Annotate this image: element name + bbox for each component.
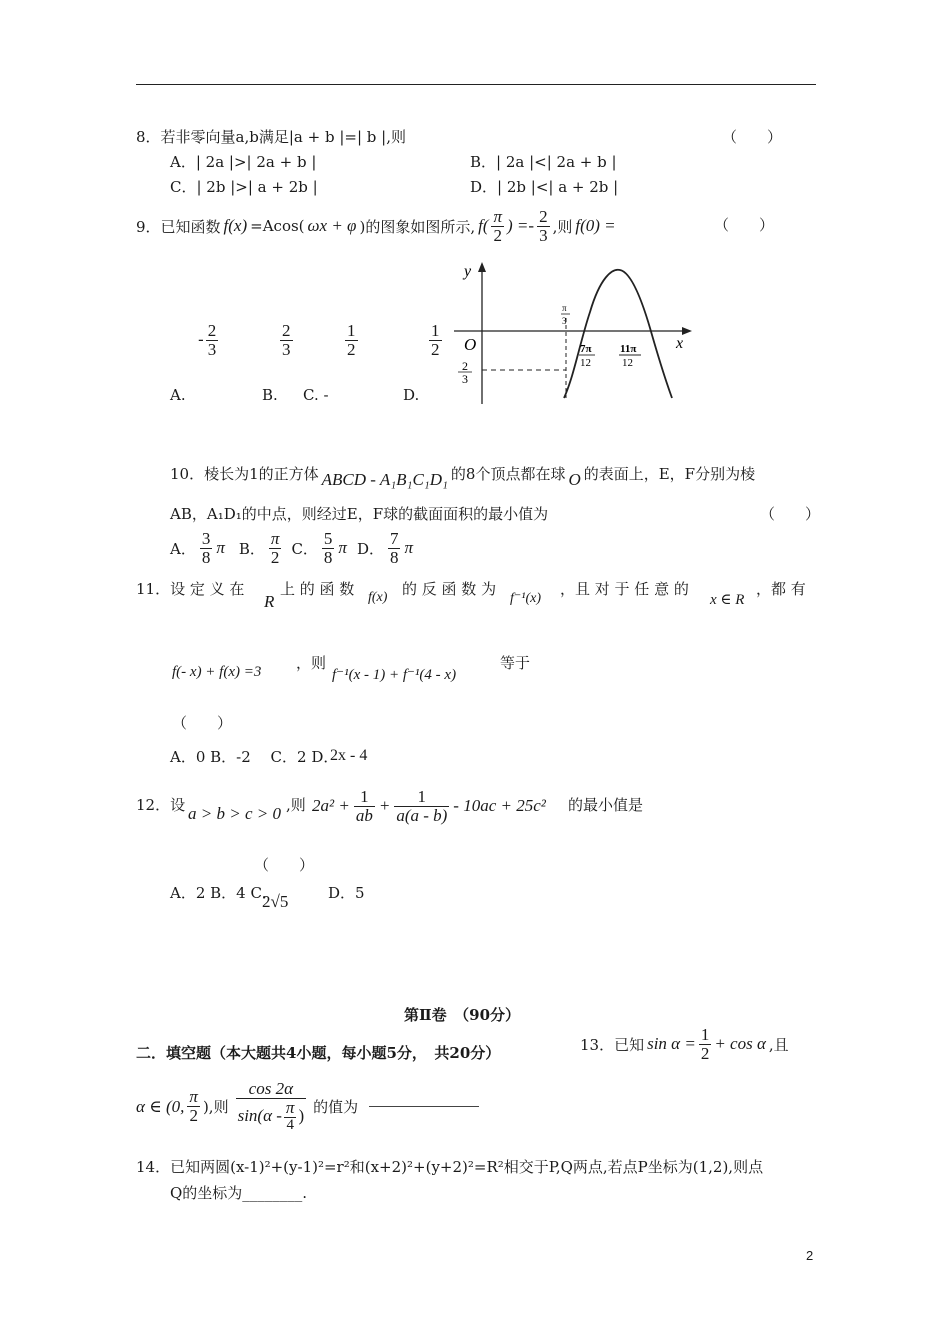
q12-l1: 12．设 — [136, 796, 186, 814]
q9-f0: f(0) = — [575, 216, 616, 236]
q11-R: R — [264, 592, 275, 611]
graph-neg-3-label: 3 — [462, 372, 468, 386]
q9-mid: )的图象如图所示, — [359, 217, 476, 236]
q9-stem — [136, 208, 616, 245]
page-number: 2 — [806, 1248, 814, 1263]
q9-def: =Acos( — [250, 217, 305, 236]
q11-finv: f⁻¹(x) — [510, 591, 542, 606]
q8-option-c: C．| 2b |>| a + 2b | — [170, 178, 318, 196]
q9-answer-paren: （ ） — [714, 216, 775, 234]
q12-cond: a > b > c > 0 — [188, 804, 281, 823]
q9-cond-left: f( — [478, 216, 489, 236]
q9-ask: ,则 — [552, 217, 573, 236]
q12-answer-paren: （ ） — [254, 856, 315, 874]
q11-l1e: ，都 有 — [756, 580, 806, 598]
q9-cosine-graph — [452, 258, 698, 406]
q9-arg: ωx + φ — [307, 216, 357, 236]
q9-label-d: D. — [403, 386, 420, 404]
q9-cond-mid: ) =- — [507, 216, 535, 236]
graph-x-label: x — [676, 335, 684, 352]
q12-then: ,则 — [286, 796, 306, 814]
q12-expression: 2a² + $\frac{1}{ab}$ + $\frac{1}{a(a - b)}$ - 10ac + 25c² — [312, 787, 546, 825]
graph-pi-label: π — [562, 303, 567, 313]
q8-option-b: B．| 2a |<| 2a + b | — [470, 153, 617, 171]
q12-options: A．2 B．4 C． — [170, 884, 277, 902]
q9-cond-frac: $\frac{\pi}{2}$ — [493, 207, 503, 245]
graph-12b-label: 12 — [622, 357, 633, 369]
q11-answer-paren: （ ） — [172, 714, 233, 732]
q11-xr: x ∈ R — [710, 592, 745, 608]
q9-choice-c-value: $\frac{1}{2}$ — [347, 321, 356, 359]
q13-answer-blank — [369, 1106, 479, 1107]
q11-cond: f(- x) + f(x) =3 — [172, 664, 262, 680]
q11-fx: f(x) — [368, 590, 388, 605]
header-rule — [136, 84, 816, 85]
q14-line1: 14．已知两圆(x-1)²+(y-1)²=r²和(x+2)²+(y+2)²=R²相交于P,Q两点,若点P坐标为(1,2),则点 — [136, 1158, 764, 1176]
q10-ball: O — [568, 470, 581, 489]
q11-then: ，则 — [296, 654, 327, 672]
graph-neg-2-label: 2 — [462, 359, 468, 373]
q8-option-a: A．| 2a |>| 2a + b | — [170, 153, 317, 171]
q10-line1: 10．棱长为1的正方体 ABCD - A₁B₁C₁D₁ 的8个顶点都在球 O 的表面上，E，F分别为棱 — [170, 464, 756, 489]
q8-answer-paren: （ ） — [722, 128, 783, 146]
q11-l1b: 上 的 函 数 — [280, 580, 355, 598]
q8-option-d: D．| 2b |<| a + 2b | — [470, 178, 619, 196]
part2-title: 第Ⅱ卷 （90分） — [404, 1006, 521, 1024]
q10-cube: ABCD - A₁B₁C₁D₁ — [321, 470, 448, 489]
q9-choice-a-value: - $\frac{2}{3}$ — [198, 321, 217, 359]
graph-11pi-label: 11π — [620, 343, 637, 355]
graph-y-label: y — [464, 263, 472, 280]
q14-line2: Q的坐标为________. — [170, 1184, 308, 1202]
q9-choice-b-value: $\frac{2}{3}$ — [282, 321, 291, 359]
q11-l1d: ，且 对 于 任 意 的 — [560, 580, 689, 598]
q10-answer-paren: （ ） — [760, 505, 821, 523]
q11-option-d: 2x - 4 — [330, 747, 368, 764]
graph-12a-label: 12 — [580, 357, 591, 369]
q9-cond-value: $\frac{2}{3}$ — [539, 207, 548, 245]
part2-section-heading: 二．填空题（本大题共4小题，每小题5分， 共20分） — [136, 1044, 501, 1062]
q9-fx: f(x) — [223, 216, 248, 236]
q11-expr: f⁻¹(x - 1) + f⁻¹(4 - x) — [332, 667, 457, 683]
graph-origin-label: O — [464, 335, 477, 354]
q13-line2: α ∈ (0, $\frac{\pi}{2}$ ),则 cos 2α sin(α - $\frac{\pi}{4}$ ) 的值为 — [136, 1080, 479, 1133]
graph-7pi-label: 7π — [580, 343, 592, 355]
q8-stem: 8．若非零向量a,b满足|a + b |=| b |,则 — [136, 128, 406, 146]
q11-l1: 11．设 定 义 在 — [136, 580, 245, 598]
q10-line2: AB，A₁D₁的中点，则经过E，F球的截面面积的最小值为 — [170, 505, 549, 523]
q9-number: 9．已知函数 — [136, 217, 221, 236]
graph-3-label: 3 — [562, 316, 567, 326]
q11-eq: 等于 — [500, 654, 531, 672]
q9-choice-d-value: $\frac{1}{2}$ — [431, 321, 440, 359]
q11-l1c: 的 反 函 数 为 — [402, 580, 497, 598]
q12-tail: 的最小值是 — [568, 796, 644, 814]
q11-options: A．0 B．-2 C．2 D． — [170, 748, 339, 766]
q13-line1: 13．已知 sin α = $\frac{1}{2}$ + cos α ,且 — [580, 1025, 789, 1063]
q9-label-a: A. — [170, 386, 186, 404]
q12-option-d: D．5 — [328, 884, 365, 902]
q9-label-b: B. — [262, 386, 278, 404]
q12-option-c: 2√5 — [262, 892, 289, 911]
q9-label-c: C. - — [303, 386, 329, 404]
q10-options: A． $\frac{3}{8}$ π B． $\frac{\pi}{2}$ C． $\frac{5}{8}$ π D． $\frac{7}{8}$ π — [170, 529, 414, 567]
